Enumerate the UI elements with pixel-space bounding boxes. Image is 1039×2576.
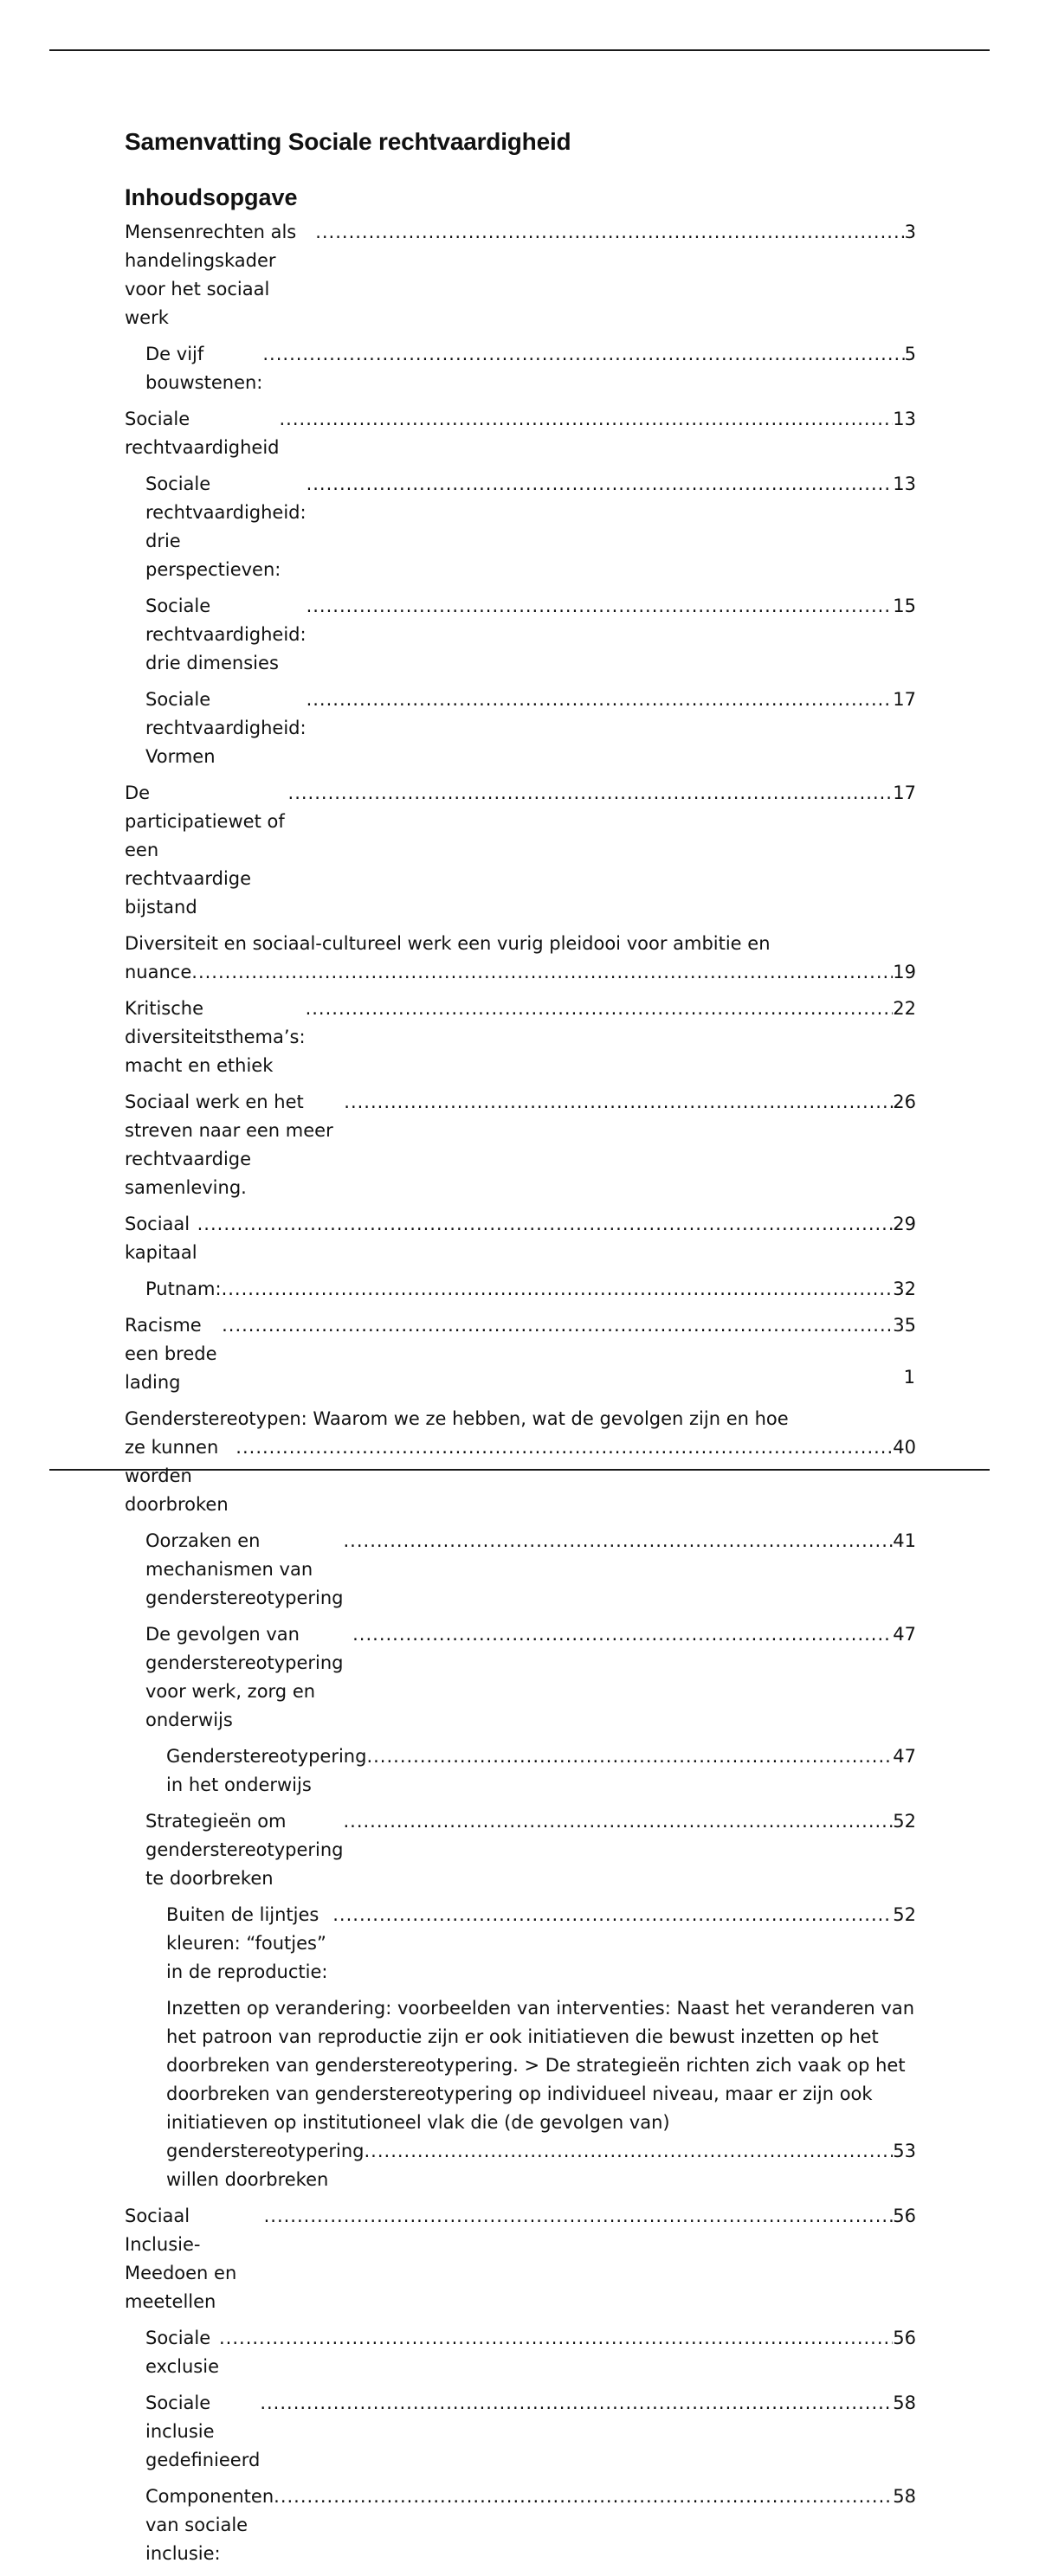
toc-page-number: 47 — [893, 1624, 916, 1645]
toc-dot-leader — [222, 1311, 893, 1340]
toc-entry-text-continued: ze kunnen worden doorbroken — [125, 1437, 229, 1515]
toc-dot-leader — [197, 1210, 894, 1239]
toc-page-number: 56 — [893, 2206, 916, 2226]
toc-page-number: 52 — [893, 1811, 916, 1832]
toc-entry-text: Sociale exclusie — [145, 2328, 219, 2377]
toc-page-number: 40 — [893, 1437, 916, 1458]
toc-entry[interactable] — [125, 1620, 916, 1735]
toc-page-number: 58 — [893, 2486, 916, 2507]
toc-entry[interactable] — [125, 686, 916, 771]
toc-entry[interactable] — [125, 1807, 916, 1893]
toc-entry-text: Putnam: — [145, 1278, 222, 1299]
toc-entry-text: Sociale rechtvaardigheid: drie perspectieven: — [145, 473, 307, 580]
toc-dot-leader — [191, 958, 893, 987]
toc-page-number: 13 — [893, 473, 916, 494]
toc-entry[interactable] — [125, 1210, 916, 1267]
toc-dot-leader — [222, 1275, 894, 1304]
toc-entry-text: Sociale rechtvaardigheid — [125, 409, 280, 458]
toc-page-number: 41 — [893, 1530, 916, 1551]
toc-entry[interactable] — [125, 1088, 916, 1202]
document-title: Samenvatting Sociale rechtvaardigheid — [125, 128, 571, 155]
toc-page-number: 58 — [893, 2392, 916, 2413]
toc-dot-leader — [288, 779, 894, 808]
toc-entry[interactable] — [125, 930, 916, 987]
toc-page-number: 32 — [893, 1278, 916, 1299]
toc-dot-leader — [365, 2137, 894, 2166]
toc-page-number: 26 — [893, 1092, 916, 1112]
toc-page-number: 35 — [893, 1315, 916, 1336]
toc-dot-leader — [332, 1901, 893, 1929]
toc-entry[interactable] — [125, 779, 916, 922]
toc-page-number: 19 — [893, 962, 916, 982]
footer-rule — [49, 1469, 990, 1471]
toc-entry[interactable] — [125, 592, 916, 678]
toc-entry[interactable] — [125, 1275, 916, 1304]
toc-page-number: 17 — [893, 689, 916, 710]
toc-entry[interactable] — [125, 2324, 916, 2381]
toc-entry[interactable] — [125, 1527, 916, 1613]
toc-dot-leader — [219, 2324, 893, 2353]
toc-entry-text: De participatiewet of een rechtvaardige bijstand — [125, 782, 285, 918]
toc-entry-text: Kritische diversiteitsthema’s: macht en ethiek — [125, 998, 306, 1076]
toc-page-number: 3 — [904, 222, 916, 242]
toc-entry-text: Strategieën om genderstereotypering te doorbreken — [145, 1811, 344, 1889]
toc-entry[interactable] — [125, 1405, 916, 1519]
toc-heading: Inhoudsopgave — [125, 184, 298, 210]
toc-page-number: 29 — [893, 1214, 916, 1234]
toc-entry[interactable] — [125, 2389, 916, 2475]
toc-entry[interactable] — [125, 995, 916, 1080]
toc-entry-text: De gevolgen van genderstereotypering voor werk, zorg en onderwijs — [145, 1624, 344, 1730]
toc-entry-text-continued: nuance — [125, 962, 192, 982]
toc-entry[interactable] — [125, 340, 916, 397]
toc-dot-leader — [307, 470, 894, 499]
toc-entry-text: Sociaal werk en het streven naar een meer rechtvaardige samenleving. — [125, 1092, 333, 1198]
toc-entry-text: De vijf bouwstenen: — [145, 344, 263, 393]
toc-dot-leader — [315, 218, 904, 247]
toc-dot-leader — [343, 1807, 893, 1836]
toc-dot-leader — [366, 1742, 893, 1771]
toc-page-number: 17 — [893, 782, 916, 803]
toc-page-number: 5 — [904, 344, 916, 364]
toc-page-number: 15 — [893, 596, 916, 616]
toc-entry-text: Sociaal Inclusie- Meedoen en meetellen — [125, 2206, 237, 2312]
toc-page-number: 52 — [893, 1904, 916, 1925]
toc-entry-text: Oorzaken en mechanismen van genderstereotypering — [145, 1530, 344, 1608]
toc-entry-text: Sociale rechtvaardigheid: drie dimensies — [145, 596, 307, 673]
toc-page-number: 47 — [893, 1746, 916, 1767]
toc-entry[interactable] — [125, 405, 916, 462]
toc-dot-leader — [307, 686, 894, 714]
toc-entry-text: Buiten de lijntjes kleuren: “foutjes” in de reproductie: — [166, 1904, 328, 1982]
toc-entry-text: Sociaal kapitaal — [125, 1214, 197, 1263]
toc-page-number: 13 — [893, 409, 916, 429]
toc-dot-leader — [344, 1088, 893, 1117]
toc-entry-text: Mensenrechten als handelingskader voor het sociaal werk — [125, 222, 297, 328]
toc-entry-text: Genderstereotypering in het onderwijs — [166, 1746, 367, 1795]
toc-page-number: 22 — [893, 998, 916, 1019]
table-of-contents — [125, 218, 916, 2568]
toc-entry-text-continued: genderstereotypering willen doorbreken — [166, 2141, 365, 2190]
toc-dot-leader — [260, 2389, 893, 2418]
toc-dot-leader — [236, 1433, 893, 1462]
toc-page-number: 53 — [893, 2141, 916, 2161]
toc-dot-leader — [306, 995, 894, 1023]
toc-dot-leader — [264, 2202, 894, 2231]
toc-entry-text: Diversiteit en sociaal-cultureel werk een vurig pleidooi voor ambitie en — [125, 933, 771, 954]
toc-entry[interactable] — [125, 2202, 916, 2316]
toc-entry-text: Sociale inclusie gedefinieerd — [145, 2392, 261, 2470]
toc-entry[interactable] — [125, 1901, 916, 1987]
toc-dot-leader — [280, 405, 894, 434]
toc-entry-text: Componenten van sociale inclusie: — [145, 2486, 274, 2564]
toc-dot-leader — [274, 2483, 893, 2511]
toc-entry-text: Sociale rechtvaardigheid: Vormen — [145, 689, 307, 767]
toc-dot-leader — [352, 1620, 893, 1649]
toc-entry[interactable] — [125, 2483, 916, 2568]
toc-entry[interactable] — [125, 218, 916, 332]
toc-page-number: 56 — [893, 2328, 916, 2348]
toc-entry[interactable] — [125, 470, 916, 584]
toc-entry-text: Genderstereotypen: Waarom we ze hebben, wat de gevolgen zijn en hoe — [125, 1408, 789, 1429]
page-number: 1 — [903, 1367, 915, 1388]
toc-entry-text: Inzetten op verandering: voorbeelden van interventies: Naast het veranderen van het patroon van reproductie zijn er ook initiatieven die bewust inzetten op het doorbreken van genderstereotypering. > De strategieën richten zich vaak op het doorbreken van genderstereotypering op individueel niveau, maar er zijn ook initiatieven op institutioneel vlak die (de gevolgen van) — [166, 1998, 915, 2133]
toc-entry[interactable] — [125, 1742, 916, 1800]
toc-entry-text: Racisme een brede lading — [125, 1315, 217, 1393]
toc-entry[interactable] — [125, 1994, 916, 2194]
page-content — [125, 121, 916, 2576]
toc-dot-leader — [344, 1527, 894, 1555]
toc-entry[interactable] — [125, 1311, 916, 1397]
toc-dot-leader — [307, 592, 894, 621]
toc-dot-leader — [262, 340, 904, 369]
header-rule — [49, 49, 990, 51]
